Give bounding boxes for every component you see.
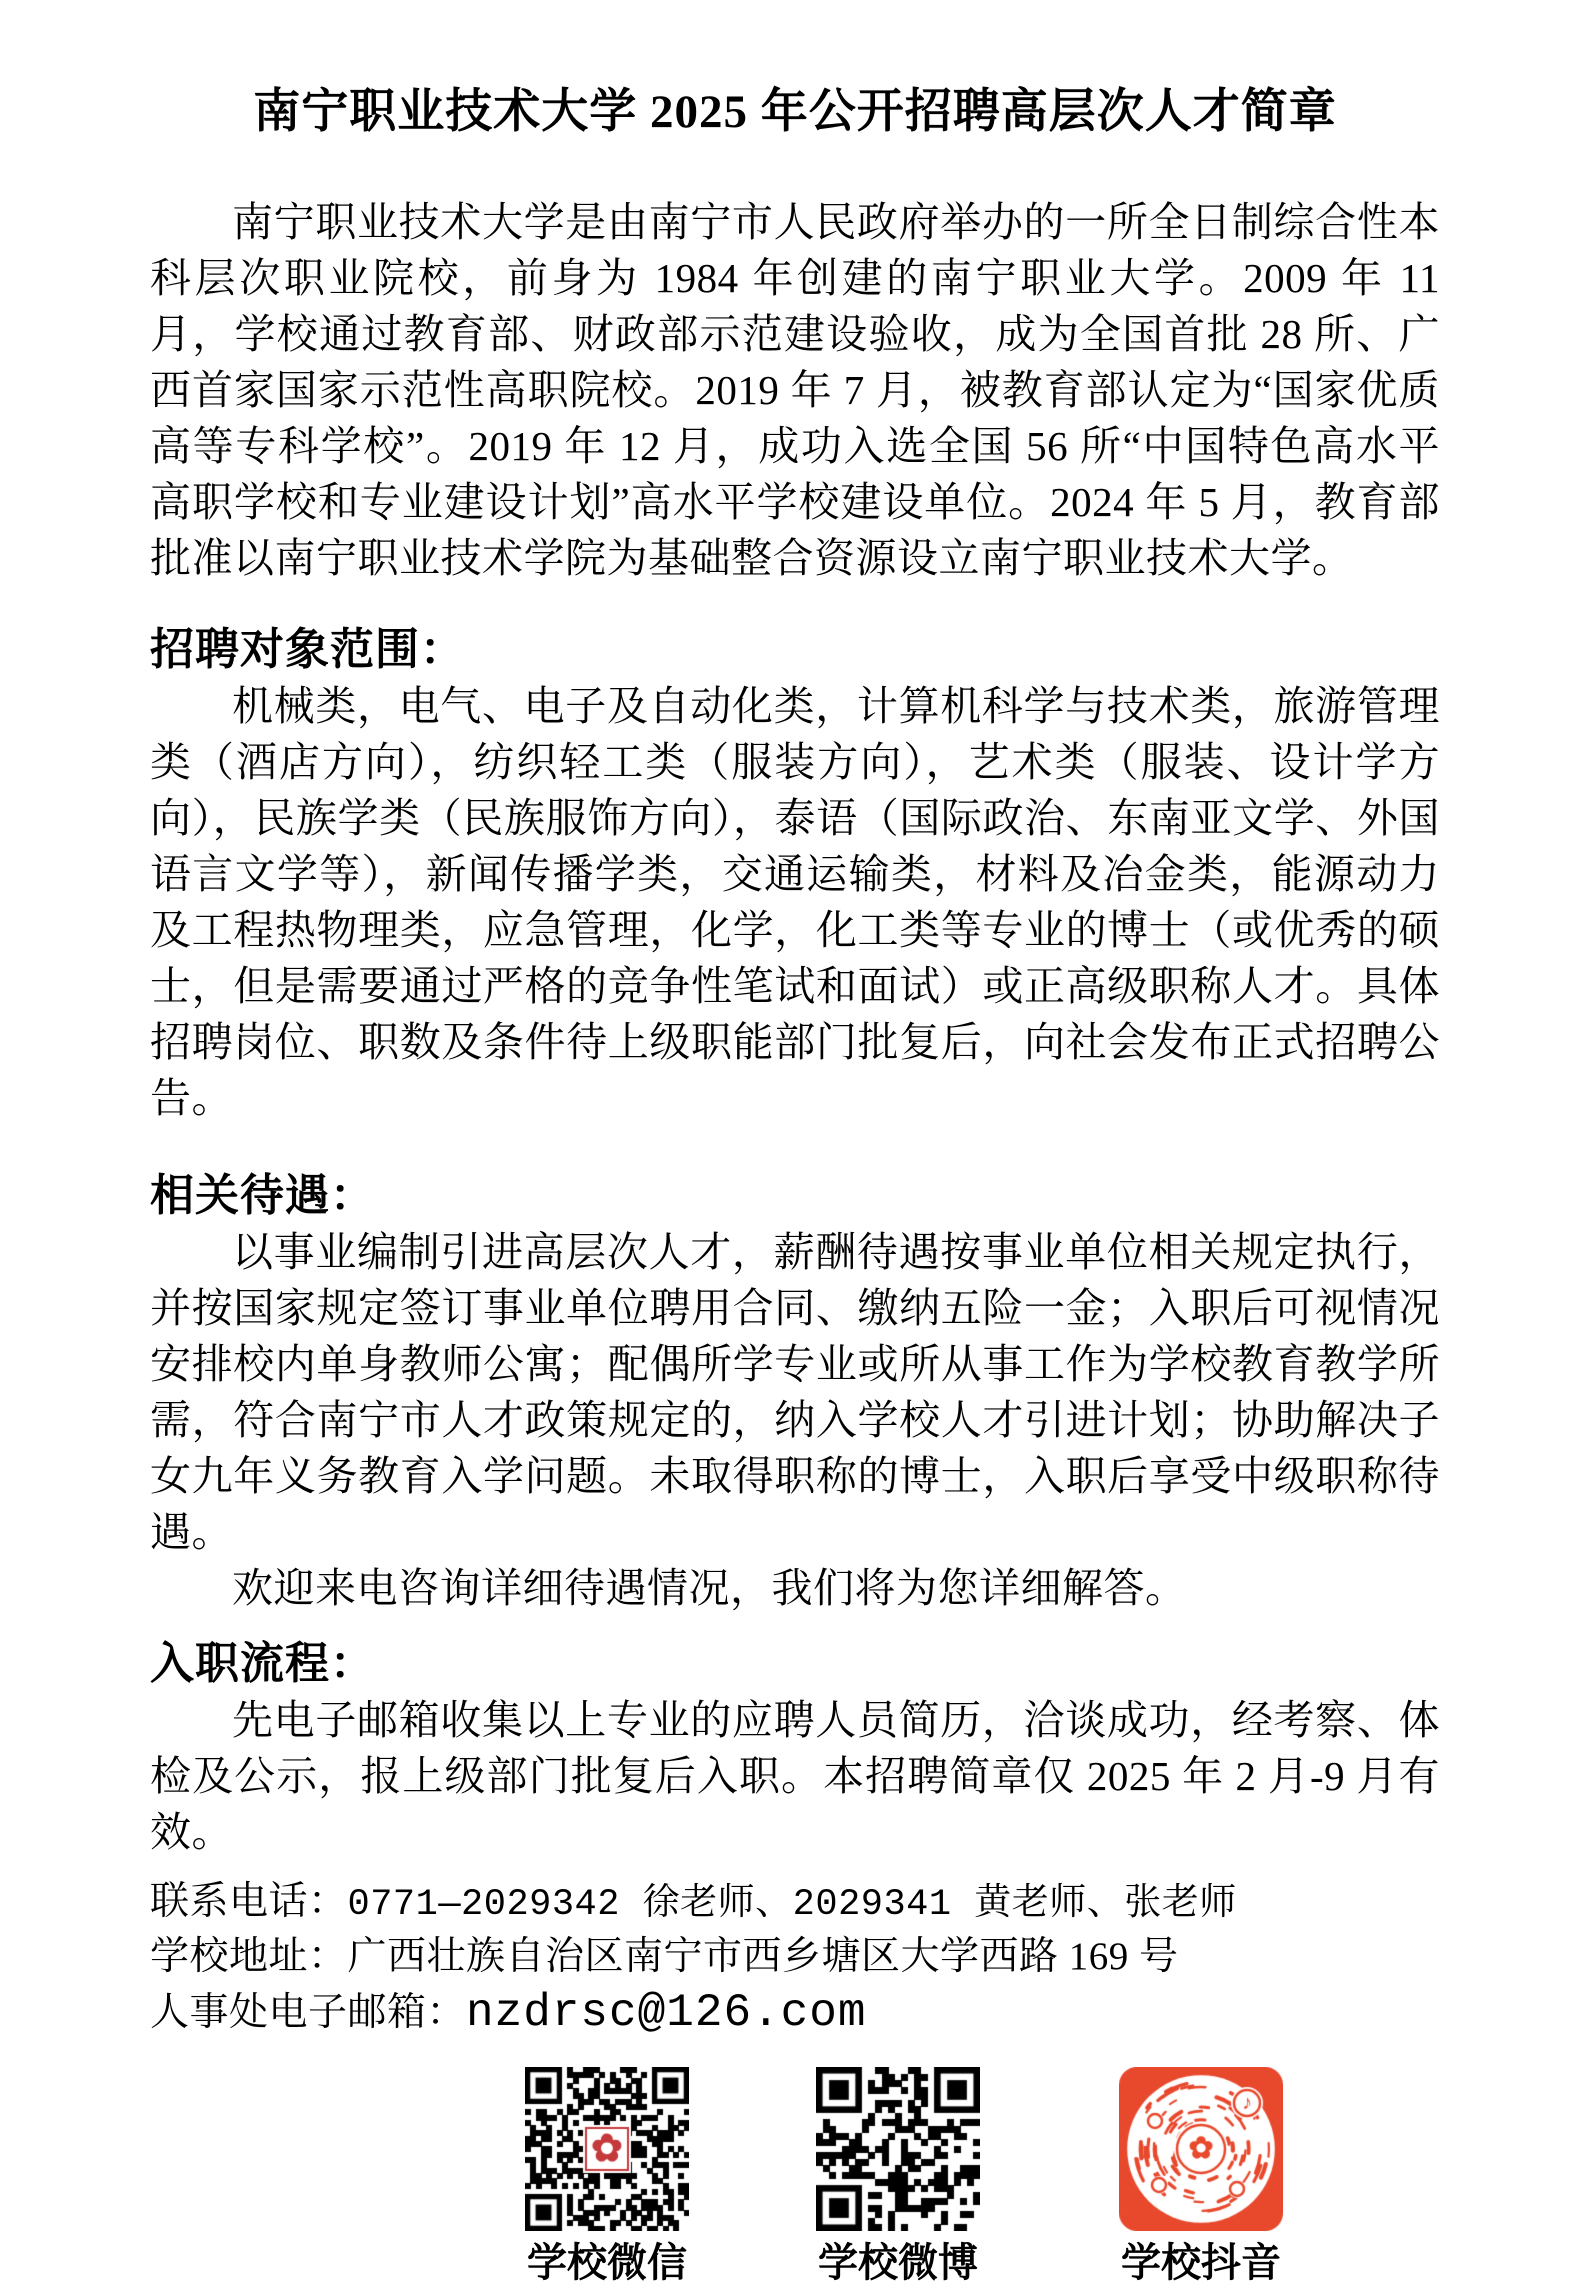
section-heading-benefits: 相关待遇： [150, 1171, 375, 1220]
weibo-qr-label: 学校微博 [818, 2240, 978, 2285]
contact-address-label: 学校地址： [150, 1935, 348, 1978]
qr-item-douyin [1119, 2067, 1283, 2285]
contact-phone-line [150, 1876, 1440, 1931]
contact-phone-label: 联系电话： [150, 1880, 348, 1923]
section-onboarding-process [150, 1636, 1440, 1860]
document-content [0, 82, 1587, 2285]
contact-email-label: 人事处电子邮箱： [150, 1991, 467, 2034]
wechat-qr-code-image [525, 2067, 689, 2231]
weibo-qr-code-image [816, 2067, 980, 2231]
section-recruitment-scope [150, 622, 1440, 1126]
qr-item-weibo [816, 2067, 980, 2285]
qr-item-wechat [525, 2067, 689, 2285]
wechat-qr-label: 学校微信 [527, 2240, 687, 2285]
contact-email-value: nzdrsc@126.com [466, 1987, 867, 2039]
document-page [0, 82, 1587, 2285]
section-benefits [150, 1168, 1440, 1616]
douyin-qr-code-image [1119, 2067, 1283, 2231]
section-paragraph: 以事业编制引进高层次人才，薪酬待遇按事业单位相关规定执行，并按国家规定签订事业单位聘用合同、缴纳五险一金；入职后可视情况安排校内单身教师公寓；配偶所学专业或所从事工作为学校教育教学所需，符合南宁市人才政策规定的，纳入学校人才引进计划；协助解决子女九年义务教育入学问题。未取得职称的博士，入职后享受中级职称待遇。 [150, 1229, 1440, 1555]
section-paragraph: 欢迎来电咨询详细待遇情况，我们将为您详细解答。 [232, 1565, 1187, 1611]
contact-phone-value: 0771—2029342 徐老师、2029341 黄老师、张老师 [347, 1884, 1237, 1926]
section-heading-onboarding-process: 入职流程： [150, 1639, 375, 1688]
contact-email-line [150, 1987, 1440, 2039]
contact-block [150, 1876, 1440, 2039]
contact-address-value: 广西壮族自治区南宁市西乡塘区大学西路 169 号 [347, 1935, 1179, 1978]
qr-code-row [150, 2067, 1440, 2285]
section-paragraph: 先电子邮箱收集以上专业的应聘人员简历，洽谈成功，经考察、体检及公示，报上级部门批复后入职。本招聘简章仅 2025 年 2 月-9 月有效。 [150, 1697, 1440, 1855]
intro-paragraph: 南宁职业技术大学是由南宁市人民政府举办的一所全日制综合性本科层次职业院校，前身为 1984 年创建的南宁职业大学。2009 年 11 月，学校通过教育部、财政部示范建设验收，成为全国首批 28 所、广西首家国家示范性高职院校。2019 年 7 月，被教育部认定为“国家优质高等专科学校”。2019 年 12 月，成功入选全国 56 所“中国特色高水平高职学校和专业建设计划”高水平学校建设单位。2024 年 5 月，教育部批准以南宁职业技术学院为基础整合资源设立南宁职业技术大学。 [150, 199, 1440, 581]
section-paragraph: 机械类，电气、电子及自动化类，计算机科学与技术类，旅游管理类（酒店方向），纺织轻工类（服装方向），艺术类（服装、设计学方向），民族学类（民族服饰方向），泰语（国际政治、东南亚文学、外国语言文学等），新闻传播学类，交通运输类，材料及冶金类，能源动力及工程热物理类，应急管理，化学，化工类等专业的博士（或优秀的硕士，但是需要通过严格的竞争性笔试和面试）或正高级职称人才。具体招聘岗位、职数及条件待上级职能部门批复后，向社会发布正式招聘公告。 [150, 683, 1440, 1121]
contact-address-line [150, 1931, 1440, 1983]
section-heading-recruitment-scope: 招聘对象范围： [150, 625, 465, 674]
page-title: 南宁职业技术大学 2025 年公开招聘高层次人才简章 [253, 86, 1337, 138]
douyin-qr-label: 学校抖音 [1121, 2240, 1281, 2285]
